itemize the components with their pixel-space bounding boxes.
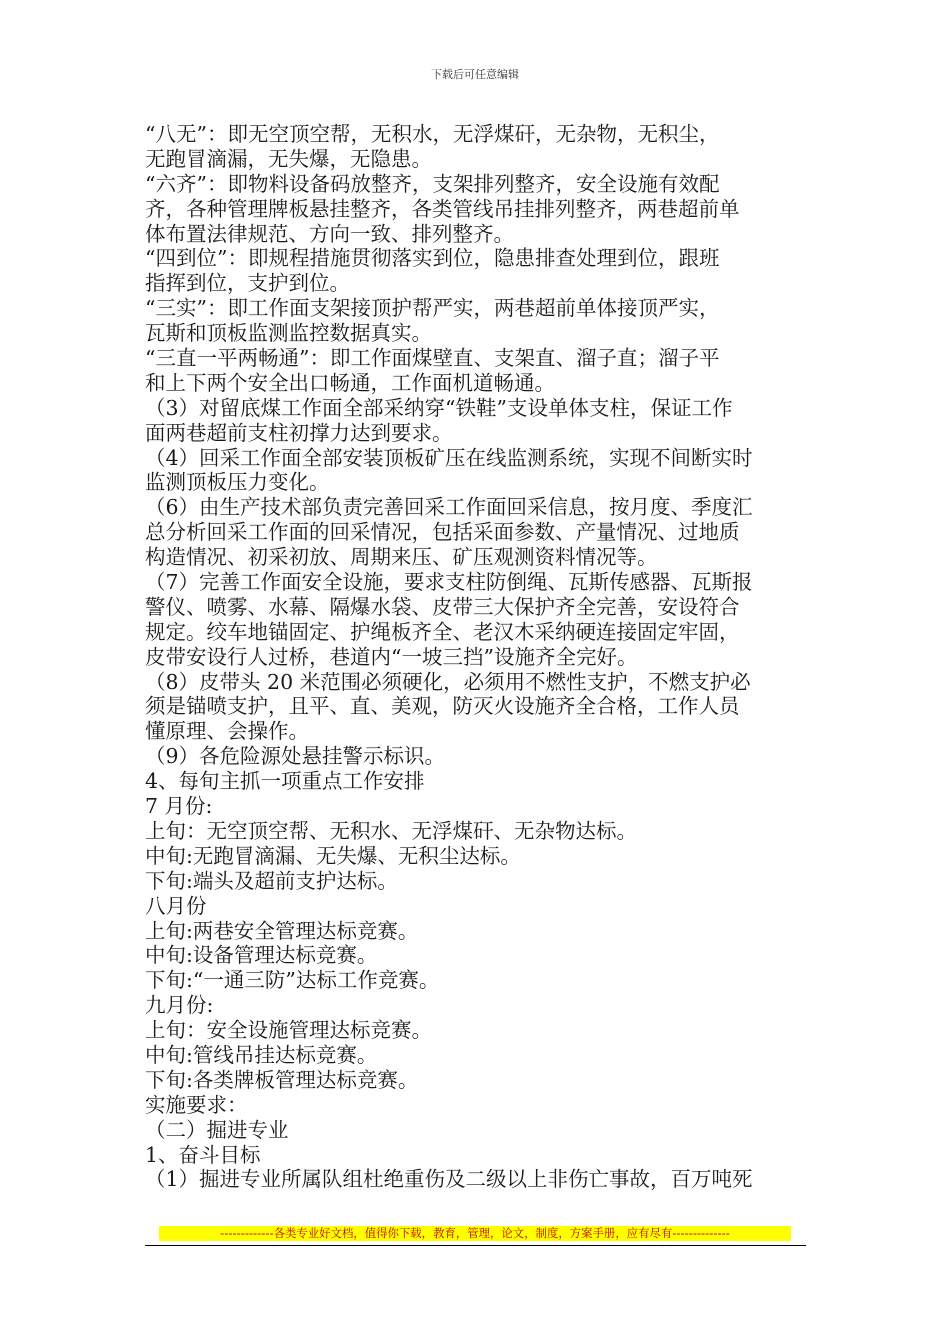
text-line: “三实”：即工作面支架接顶护帮严实，两巷超前单体接顶严实， <box>145 296 720 321</box>
text-line: 总分析回采工作面的回采情况，包括采面参数、产量情况、过地质 <box>145 520 740 545</box>
text-line: （8）皮带头 20 米范围必须硬化，必须用不燃性支护，不燃支护必 <box>145 669 751 694</box>
text-line: （4）回采工作面全部安装顶板矿压在线监测系统，实现不间断实时 <box>145 445 753 470</box>
text-line: 懂原理、会操作。 <box>145 719 309 744</box>
text-line: 须是锚喷支护，且平、直、美观，防灭火设施齐全合格，工作人员 <box>145 694 740 719</box>
text-line: 规定。绞车地锚固定、护绳板齐全、老汉木采纳硬连接固定牢固， <box>145 619 740 644</box>
text-line: 无跑冒滴漏，无失爆，无隐患。 <box>145 146 432 171</box>
text-line: 中旬:管线吊挂达标竞赛。 <box>145 1042 378 1067</box>
text-line: 面两巷超前支柱初撑力达到要求。 <box>145 420 453 445</box>
text-line: （6）由生产技术部负责完善回采工作面回采信息，按月度、季度汇 <box>145 495 753 520</box>
text-line: 中旬:无跑冒滴漏、无失爆、无积尘达标。 <box>145 843 521 868</box>
text-line: （3）对留底煤工作面全部采纳穿“铁鞋”支设单体支柱，保证工作 <box>145 395 733 420</box>
text-line: 体布置法律规范、方向一致、排列整齐。 <box>145 221 514 246</box>
text-line: 瓦斯和顶板监测监控数据真实。 <box>145 321 432 346</box>
footer-divider <box>145 1245 806 1246</box>
page-header: 下载后可任意编辑 <box>431 68 519 81</box>
text-line: 上旬：无空顶空帮、无积水、无浮煤矸、无杂物达标。 <box>145 818 637 843</box>
footer-banner: -------------各类专业好文档，值得你下载，教育，管理，论文，制度，方案手册，应有尽有-------------- <box>159 1226 791 1241</box>
text-line: 上旬:两巷安全管理达标竞赛。 <box>145 918 419 943</box>
text-line: 中旬:设备管理达标竞赛。 <box>145 943 378 968</box>
text-line: 7 月份: <box>145 794 213 819</box>
text-line: 实施要求： <box>145 1092 248 1117</box>
text-line: 4、每旬主抓一项重点工作安排 <box>145 769 425 794</box>
text-line: 警仪、喷雾、水幕、隔爆水袋、皮带三大保护齐全完善，安设符合 <box>145 594 740 619</box>
text-line: （7）完善工作面安全设施，要求支柱防倒绳、瓦斯传感器、瓦斯报 <box>145 570 753 595</box>
text-line: （9）各危险源处悬挂警示标识。 <box>145 744 446 769</box>
text-line: “三直一平两畅通”：即工作面煤壁直、支架直、溜子直；溜子平 <box>145 346 720 371</box>
text-line: 上旬：安全设施管理达标竞赛。 <box>145 1018 432 1043</box>
text-line: 1、奋斗目标 <box>145 1142 261 1167</box>
text-line: “六齐”：即物料设备码放整齐，支架排列整齐，安全设施有效配 <box>145 171 720 196</box>
text-line: 八月份 <box>145 893 207 918</box>
text-line: 监测顶板压力变化。 <box>145 470 330 495</box>
text-line: （1）掘进专业所属队组杜绝重伤及二级以上非伤亡事故，百万吨死 <box>145 1167 753 1192</box>
text-line: “八无”：即无空顶空帮，无积水，无浮煤矸，无杂物，无积尘， <box>145 122 720 146</box>
text-line: 下旬:端头及超前支护达标。 <box>145 868 398 893</box>
text-line: 构造情况、初采初放、周期来压、矿压观测资料情况等。 <box>145 545 658 570</box>
text-line: 九月份: <box>145 993 214 1018</box>
text-line: 下旬:各类牌板管理达标竞赛。 <box>145 1067 419 1092</box>
text-line: 和上下两个安全出口畅通，工作面机道畅通。 <box>145 370 555 395</box>
text-line: 指挥到位，支护到位。 <box>145 271 350 296</box>
text-line: 齐，各种管理牌板悬挂整齐，各类管线吊挂排列整齐，两巷超前单 <box>145 196 740 221</box>
document-body <box>145 122 810 1192</box>
text-line: 下旬:“一通三防”达标工作竞赛。 <box>145 968 440 993</box>
text-line: “四到位”：即规程措施贯彻落实到位，隐患排查处理到位，跟班 <box>145 246 720 271</box>
text-line: 皮带安设行人过桥，巷道内“一坡三挡”设施齐全完好。 <box>145 644 638 669</box>
text-line: （二）掘进专业 <box>145 1117 289 1142</box>
